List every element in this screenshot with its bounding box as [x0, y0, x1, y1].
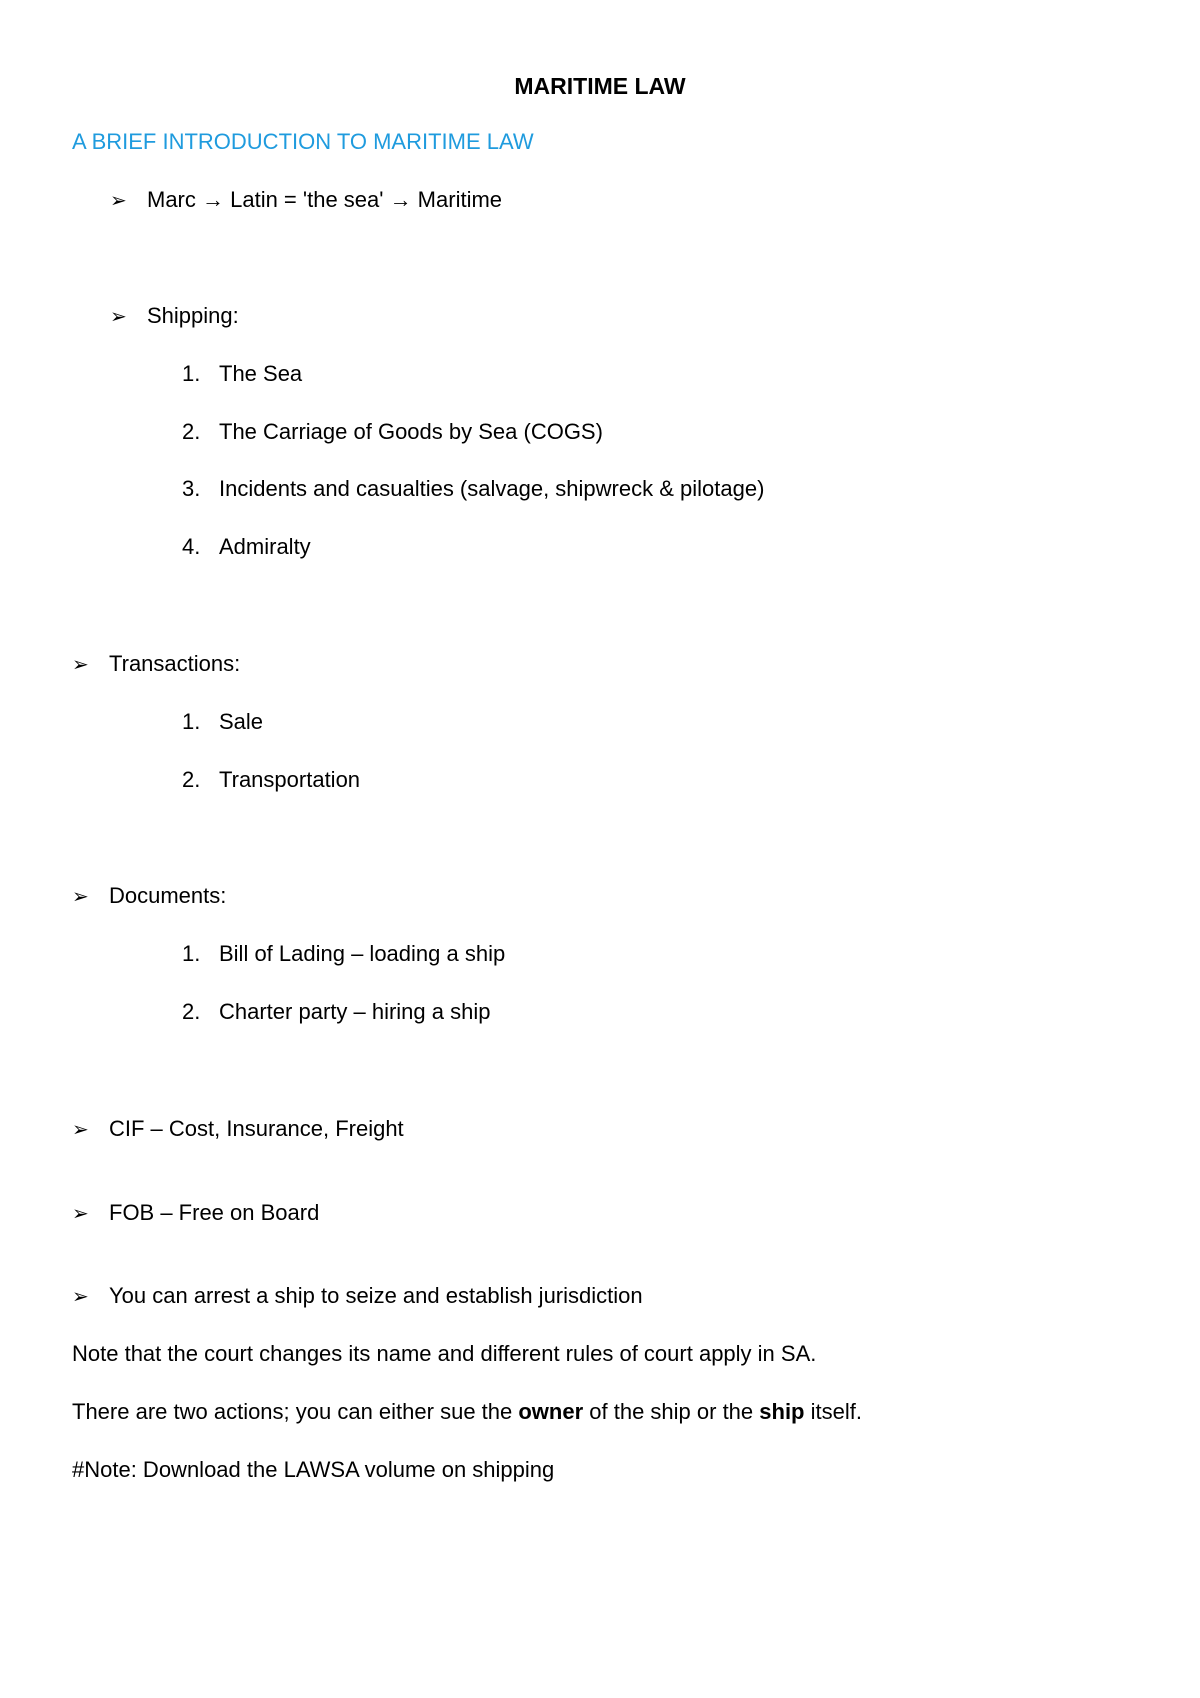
bullet-text: FOB – Free on Board: [109, 1200, 320, 1225]
paragraph-actions: [72, 1398, 862, 1426]
bullet-text: Transactions:: [109, 651, 241, 676]
actions-text-middle: of the ship or the: [583, 1399, 760, 1424]
section-heading: A BRIEF INTRODUCTION TO MARITIME LAW: [72, 129, 534, 154]
list-number: 2.: [182, 767, 201, 792]
bullet-documents: [72, 882, 226, 911]
list-number: 4.: [182, 534, 201, 559]
actions-text-after: itself.: [804, 1399, 862, 1424]
list-item-text: Sale: [219, 709, 264, 734]
bullet-text: Marc → Latin = 'the sea' → Maritime: [147, 187, 503, 212]
bullet-text: CIF – Cost, Insurance, Freight: [109, 1116, 404, 1141]
list-number: 1.: [182, 709, 201, 734]
list-item-text: The Sea: [219, 361, 303, 386]
list-item: [182, 475, 764, 503]
arrow-bullet-icon: ➢: [110, 190, 127, 212]
list-item-text: Incidents and casualties (salvage, shipwreck & pilotage): [219, 476, 765, 501]
actions-owner-bold: owner: [518, 1399, 584, 1424]
bullet-arrest: [72, 1282, 643, 1311]
arrow-bullet-icon: ➢: [72, 654, 89, 676]
arrow-bullet-icon: ➢: [72, 886, 89, 908]
bullet-marc: [110, 186, 502, 215]
paragraph-download-note: #Note: Download the LAWSA volume on shipping: [72, 1457, 555, 1482]
list-number: 1.: [182, 361, 201, 386]
bullet-text: Documents:: [109, 883, 227, 908]
arrow-bullet-icon: ➢: [72, 1286, 89, 1308]
actions-ship-bold: ship: [759, 1399, 805, 1424]
bullet-shipping: [110, 302, 239, 331]
list-item: [182, 708, 263, 736]
list-item-text: Transportation: [219, 767, 361, 792]
arrow-bullet-icon: ➢: [72, 1119, 89, 1141]
list-item-text: The Carriage of Goods by Sea (COGS): [219, 419, 603, 444]
list-item-text: Admiralty: [219, 534, 311, 559]
list-number: 3.: [182, 476, 201, 501]
list-item-text: Charter party – hiring a ship: [219, 999, 491, 1024]
list-number: 2.: [182, 999, 201, 1024]
list-item: [182, 766, 360, 794]
list-item: [182, 940, 505, 968]
bullet-fob: [72, 1199, 319, 1228]
bullet-transactions: [72, 650, 240, 679]
list-item-text: Bill of Lading – loading a ship: [219, 941, 506, 966]
actions-text-before: There are two actions; you can either sue the: [72, 1399, 519, 1424]
list-number: 2.: [182, 419, 201, 444]
bullet-cif: [72, 1115, 404, 1144]
list-number: 1.: [182, 941, 201, 966]
bullet-text: You can arrest a ship to seize and establish jurisdiction: [109, 1283, 643, 1308]
document-title: MARITIME LAW: [514, 73, 686, 99]
list-item: [182, 998, 490, 1026]
list-item: [182, 533, 311, 561]
arrow-bullet-icon: ➢: [72, 1203, 89, 1225]
list-item: [182, 360, 302, 388]
bullet-text: Shipping:: [147, 303, 239, 328]
arrow-bullet-icon: ➢: [110, 306, 127, 328]
list-item: [182, 418, 603, 446]
paragraph-court-note: Note that the court changes its name and different rules of court apply in SA.: [72, 1341, 817, 1366]
